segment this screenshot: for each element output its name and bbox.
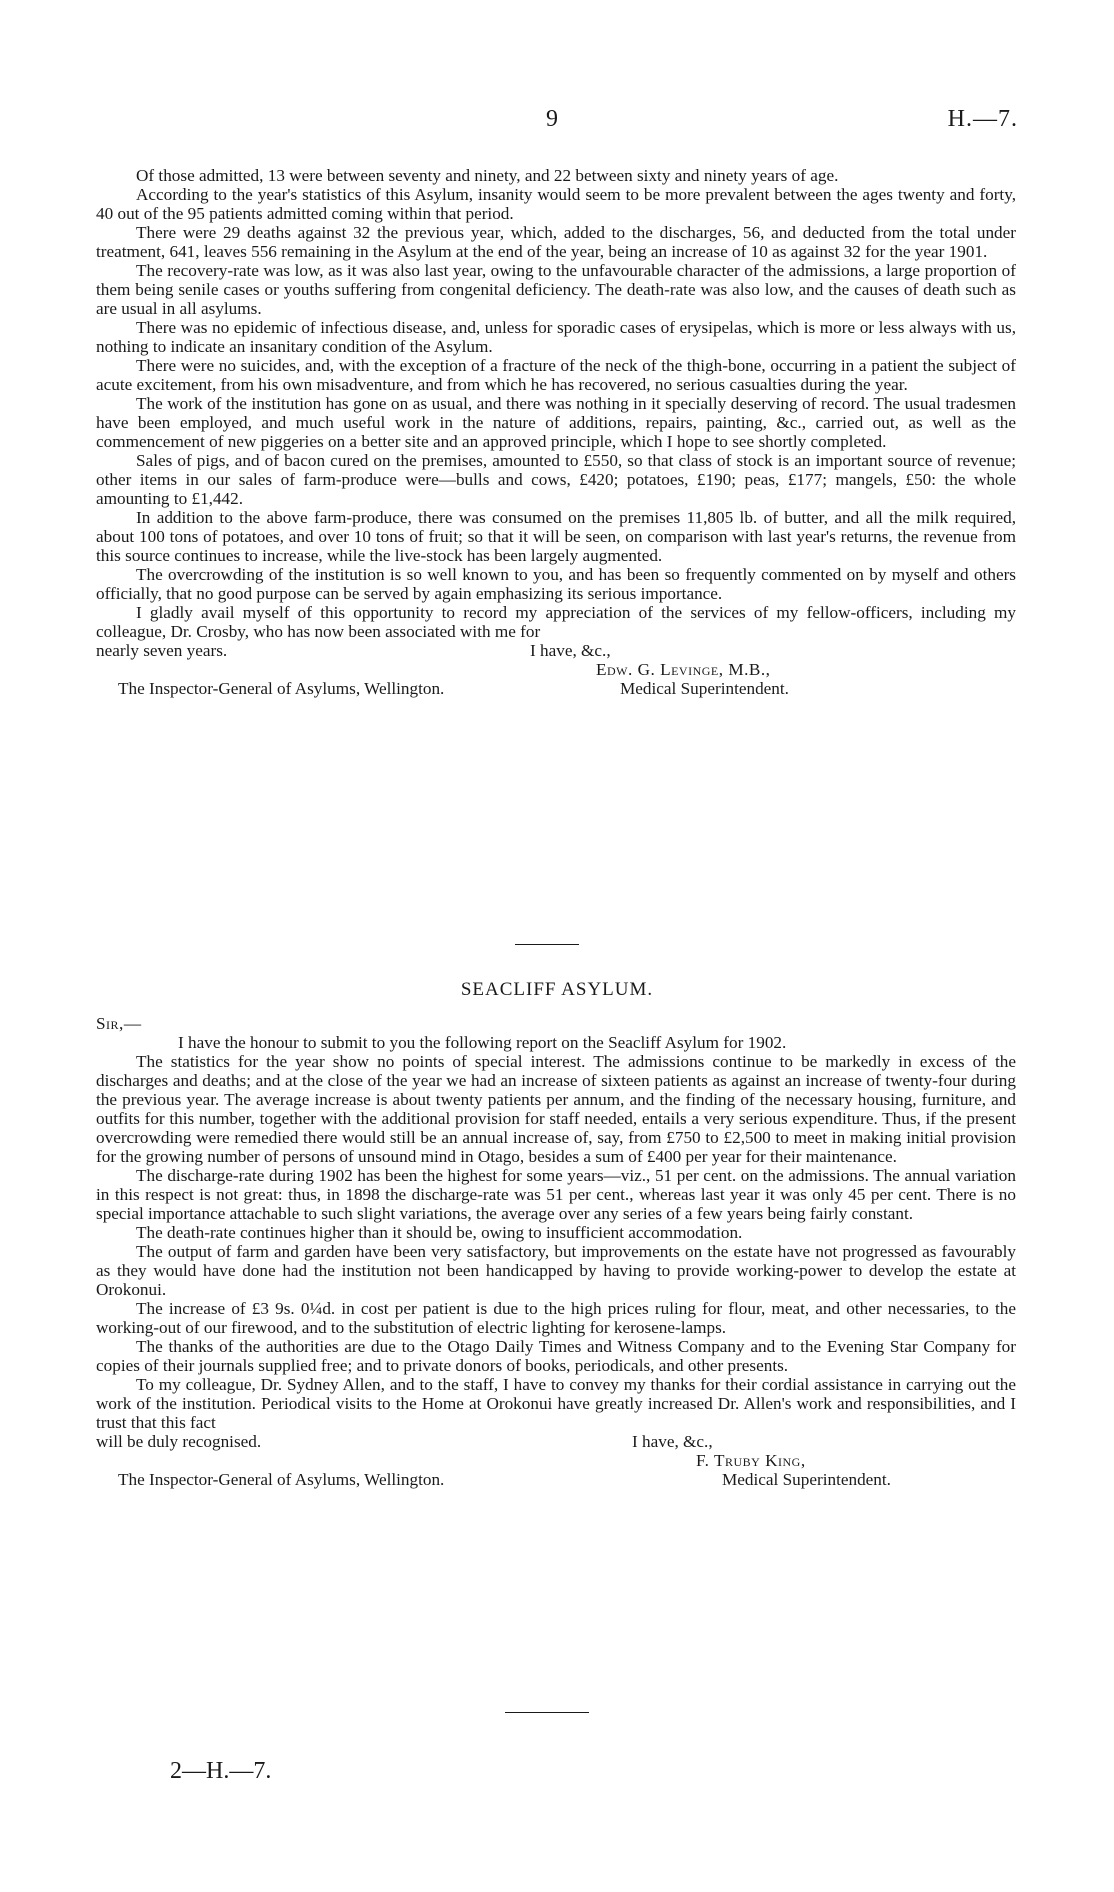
- paragraph: To my colleague, Dr. Sydney Allen, and to the staff, I have to convey my thanks for their cordial assistance in carrying out the work of the institution. Periodical visits to the Home at Orokonui have greatly increased Dr. Allen's work and responsibilities, and I trust that this fact: [96, 1375, 1016, 1432]
- paragraph: There were 29 deaths against 32 the previous year, which, added to the discharges, 56, and deducted from the total under treatment, 641, leaves 556 remaining in the Asylum at the end of the year, being an increase of 10 as against 32 for the year 1901.: [96, 223, 1016, 261]
- paragraph: The thanks of the authorities are due to the Otago Daily Times and Witness Company and to the Evening Star Company for copies of their journals supplied free; and to private donors of books, periodicals, and other presents.: [96, 1337, 1016, 1375]
- paragraph-tail: will be duly recognised.: [96, 1432, 262, 1451]
- document-code: H.—7.: [947, 106, 1018, 132]
- paragraph-tail: nearly seven years.: [96, 641, 228, 660]
- paragraph: The work of the institution has gone on as usual, and there was nothing in it specially deserving of record. The usual tradesmen have been employed, and much useful work in the nature of additions, repairs, painting, &c., carried out, as well as the commencement of new piggeries on a better site and an approved principle, which I hope to see shortly completed.: [96, 394, 1016, 451]
- signatory-name: Edw. G. Levinge, M.B.,: [596, 660, 771, 679]
- paragraph: Sales of pigs, and of bacon cured on the premises, amounted to £550, so that class of stock is an important source of revenue; other items in our sales of farm-produce were—bulls and cows, £420; potatoes, £190; peas, £177; mangels, £50: the whole amounting to £1,442.: [96, 451, 1016, 508]
- salutation-text: Sir,—: [96, 1014, 142, 1033]
- closing-line: [96, 641, 1016, 660]
- end-rule: [505, 1712, 589, 1713]
- signature-block: [96, 1451, 1016, 1489]
- paragraph: Of those admitted, 13 were between seventy and ninety, and 22 between sixty and ninety years of age.: [136, 166, 839, 185]
- salutation: [96, 1014, 1016, 1033]
- page-number: 9: [546, 106, 558, 132]
- paragraph: The discharge-rate during 1902 has been the highest for some years—viz., 51 per cent. on the admissions. The annual variation in this respect is not great: thus, in 1898 the discharge-rate was 51 per cent., whereas last year it was only 45 per cent. There is no special importance attachable to such slight variations, the average over any series of a few years being fairly constant.: [96, 1166, 1016, 1223]
- closing-phrase: I have, &c.,: [530, 641, 611, 660]
- paragraph: The overcrowding of the institution is so well known to you, and has been so frequently commented on by myself and others officially, that no good purpose can be served by again emphasizing its serious importance.: [96, 565, 1016, 603]
- paragraph: There were no suicides, and, with the exception of a fracture of the neck of the thigh-bone, occurring in a patient the subject of acute excitement, from his own misadventure, and from which he has recovered, no serious casualties during the year.: [96, 356, 1016, 394]
- paragraph: The output of farm and garden have been very satisfactory, but improvements on the estate have not progressed as favourably as they would have done had the institution not been handicapped by having to provide working-power to develop the estate at Orokonui.: [96, 1242, 1016, 1299]
- paragraph: There was no epidemic of infectious disease, and, unless for sporadic cases of erysipelas, which is more or less always with us, nothing to indicate an insanitary condition of the Asylum.: [96, 318, 1016, 356]
- closing-phrase: I have, &c.,: [632, 1432, 713, 1451]
- page-header: [0, 106, 1114, 140]
- paragraph: The increase of £3 9s. 0¼d. in cost per patient is due to the high prices ruling for flour, meat, and other necessaries, to the working-out of our firewood, and to the substitution of electric lighting for kerosene-lamps.: [96, 1299, 1016, 1337]
- section-divider: [515, 944, 579, 945]
- addressee: The Inspector-General of Asylums, Wellington.: [118, 679, 445, 698]
- report-section-1: [96, 166, 1016, 698]
- signature-block: [96, 660, 1016, 698]
- paragraph: According to the year's statistics of this Asylum, insanity would seem to be more prevalent between the ages twenty and forty, 40 out of the 95 patients admitted coming within that period.: [96, 185, 1016, 223]
- signatory-name: F. Truby King,: [696, 1451, 806, 1470]
- signature-mark: 2—H.—7.: [170, 1758, 272, 1784]
- addressee: The Inspector-General of Asylums, Wellington.: [118, 1470, 445, 1489]
- paragraph: The statistics for the year show no points of special interest. The admissions continue to be markedly in excess of the discharges and deaths; and at the close of the year we had an increase of sixteen patients as against an increase of twenty-four during the previous year. The average increase is about twenty patients per annum, and the finding of the necessary housing, furniture, and outfits for this number, together with the additional provision for staff needed, entails a very serious expenditure. Thus, if the present overcrowding were remedied there would still be an annual increase of, say, from £750 to £2,500 to meet in making initial provision for the growing number of persons of unsound mind in Otago, besides a sum of £400 per year for their maintenance.: [96, 1052, 1016, 1166]
- paragraph: The death-rate continues higher than it should be, owing to insufficient accommodation.: [136, 1223, 743, 1242]
- paragraph: The recovery-rate was low, as it was also last year, owing to the unfavourable character of the admissions, a large proportion of them being senile cases or youths suffering from congenital deficiency. The death-rate was also low, and the causes of death such as are usual in all asylums.: [96, 261, 1016, 318]
- signatory-title: Medical Superintendent.: [722, 1470, 891, 1489]
- section-title: SEACLIFF ASYLUM.: [460, 979, 654, 1000]
- report-section-2: [96, 1014, 1016, 1489]
- paragraph: I gladly avail myself of this opportunity to record my appreciation of the services of my fellow-officers, including my colleague, Dr. Crosby, who has now been associated with me for: [96, 603, 1016, 641]
- paragraph: In addition to the above farm-produce, there was consumed on the premises 11,805 lb. of butter, and all the milk required, about 100 tons of potatoes, and over 10 tons of fruit; so that it will be seen, on comparison with last year's returns, the revenue from this source continues to increase, while the live-stock has been largely augmented.: [96, 508, 1016, 565]
- signatory-title: Medical Superintendent.: [620, 679, 789, 698]
- paragraph: I have the honour to submit to you the following report on the Seacliff Asylum for 1902.: [178, 1033, 787, 1052]
- closing-line: [96, 1432, 1016, 1451]
